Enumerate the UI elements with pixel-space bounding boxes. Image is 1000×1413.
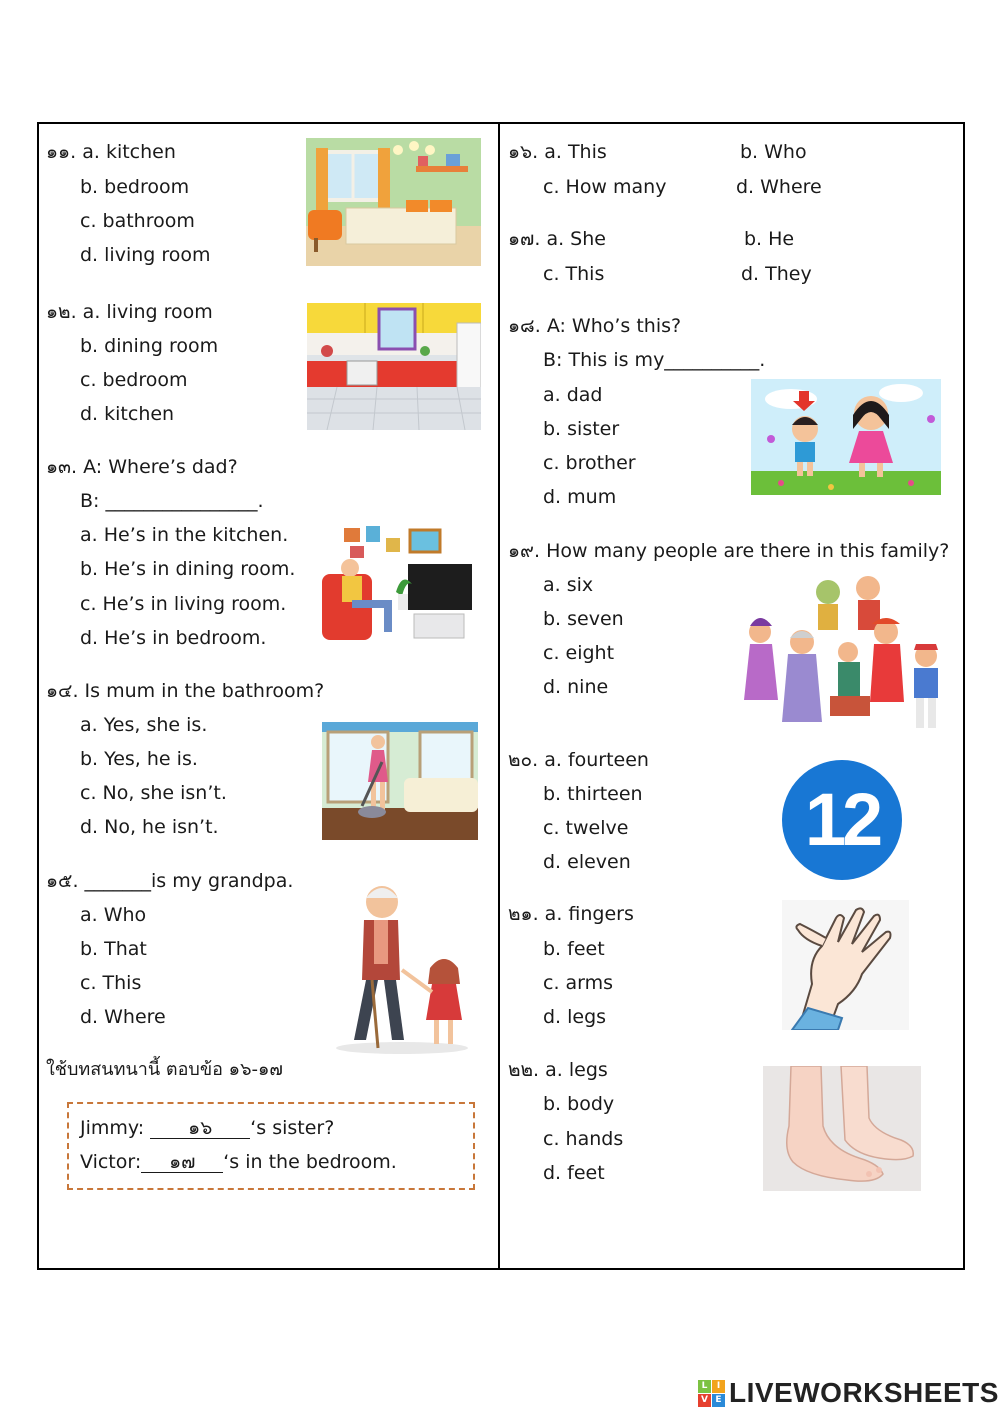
q22-option-d: d. feet xyxy=(543,1162,605,1184)
q19-option-b: b. seven xyxy=(543,608,624,630)
q15-prompt: ๑๕. _______is my grandpa. xyxy=(46,870,294,892)
q13-option-a: a. He’s in the kitchen. xyxy=(80,524,289,546)
q18-option-a: a. dad xyxy=(543,384,603,406)
kitchen-illustration xyxy=(307,303,481,430)
q12-option-a: ๑๒. a. living room xyxy=(46,301,213,323)
q20-option-a: ๒๐. a. fourteen xyxy=(508,749,649,771)
q19-option-d: d. nine xyxy=(543,676,609,698)
q17-option-b: b. He xyxy=(744,228,795,250)
q14-option-a: a. Yes, she is. xyxy=(80,714,208,736)
number-badge xyxy=(782,760,902,880)
number-badge-text: 12 xyxy=(804,778,880,861)
dialog-line-2: Victor: ๑๗ ‘s in the bedroom. xyxy=(80,1151,397,1173)
q14-option-c: c. No, she isn’t. xyxy=(80,782,227,804)
q17-option-d: d. They xyxy=(741,263,812,285)
dialog-line-1: Jimmy: ๑๖ ‘s sister? xyxy=(80,1117,335,1139)
dialog-speaker-1: Jimmy: xyxy=(80,1117,145,1139)
q14-option-d: d. No, he isn’t. xyxy=(80,816,219,838)
grandpa-and-girl-illustration xyxy=(326,880,478,1056)
q21-option-b: b. feet xyxy=(543,938,605,960)
q16-option-b: b. Who xyxy=(740,141,807,163)
q11-option-a: ๑๑. a. kitchen xyxy=(46,141,176,163)
dialog-speaker-2: Victor: xyxy=(80,1151,142,1173)
q14-option-b: b. Yes, he is. xyxy=(80,748,198,770)
q19-prompt: ๑๙. How many people are there in this family? xyxy=(508,540,950,562)
mum-vacuuming-illustration xyxy=(322,722,478,840)
q12-option-c: c. bedroom xyxy=(80,369,188,391)
dad-living-room-illustration xyxy=(322,522,474,644)
column-divider xyxy=(498,122,500,1270)
q16-option-a: ๑๖. a. This xyxy=(508,141,607,163)
q13-option-b: b. He’s in dining room. xyxy=(80,558,296,580)
dialog-blank-16[interactable]: ๑๖ xyxy=(150,1118,250,1139)
bedroom-illustration xyxy=(306,138,481,266)
hand-illustration xyxy=(782,900,909,1030)
dialog-blank-17[interactable]: ๑๗ xyxy=(141,1152,223,1173)
q13-prompt: ๑๓. A: Where’s dad? xyxy=(46,456,238,478)
q15-option-d: d. Where xyxy=(80,1006,166,1028)
q18-option-c: c. brother xyxy=(543,452,636,474)
q12-option-b: b. dining room xyxy=(80,335,219,357)
q19-option-a: a. six xyxy=(543,574,594,596)
q11-option-d: d. living room xyxy=(80,244,211,266)
q13-option-c: c. He’s in living room. xyxy=(80,593,287,615)
q20-option-d: d. eleven xyxy=(543,851,631,873)
q16-option-c: c. How many xyxy=(543,176,667,198)
logo-wordmark: LIVEWORKSHEETS xyxy=(729,1377,999,1408)
q18-option-d: d. mum xyxy=(543,486,617,508)
q21-option-d: d. legs xyxy=(543,1006,607,1028)
feet-illustration xyxy=(763,1066,921,1191)
q11-option-c: c. bathroom xyxy=(80,210,195,232)
q11-option-b: b. bedroom xyxy=(80,176,190,198)
q22-option-a: ๒๒. a. legs xyxy=(508,1059,608,1081)
q22-option-c: c. hands xyxy=(543,1128,624,1150)
q16-option-d: d. Where xyxy=(736,176,822,198)
q20-option-b: b. thirteen xyxy=(543,783,643,805)
family-illustration xyxy=(740,572,950,740)
instruction-text: ใช้บทสนทนานี้ ตอบข้อ ๑๖-๑๗ xyxy=(46,1059,283,1080)
siblings-illustration xyxy=(751,379,941,495)
q15-option-a: a. Who xyxy=(80,904,147,926)
q21-option-a: ๒๑. a. fingers xyxy=(508,903,634,925)
q18-prompt: ๑๘. A: Who’s this? xyxy=(508,315,682,337)
q13-option-d: d. He’s in bedroom. xyxy=(80,627,267,649)
q14-prompt: ๑๔. Is mum in the bathroom? xyxy=(46,680,325,702)
q17-option-c: c. This xyxy=(543,263,605,285)
q17-option-a: ๑๗. a. She xyxy=(508,228,606,250)
q12-option-d: d. kitchen xyxy=(80,403,175,425)
liveworksheets-logo xyxy=(698,1378,999,1408)
q18-option-b: b. sister xyxy=(543,418,620,440)
q19-option-c: c. eight xyxy=(543,642,615,664)
q21-option-c: c. arms xyxy=(543,972,614,994)
q22-option-b: b. body xyxy=(543,1093,615,1115)
q15-option-b: b. That xyxy=(80,938,147,960)
logo-squares: L I V E xyxy=(698,1380,725,1407)
q15-option-c: c. This xyxy=(80,972,142,994)
q18-answer-line: B: This is my__________. xyxy=(543,349,766,371)
q20-option-c: c. twelve xyxy=(543,817,629,839)
q13-answer-line: B: ________________. xyxy=(80,490,264,512)
